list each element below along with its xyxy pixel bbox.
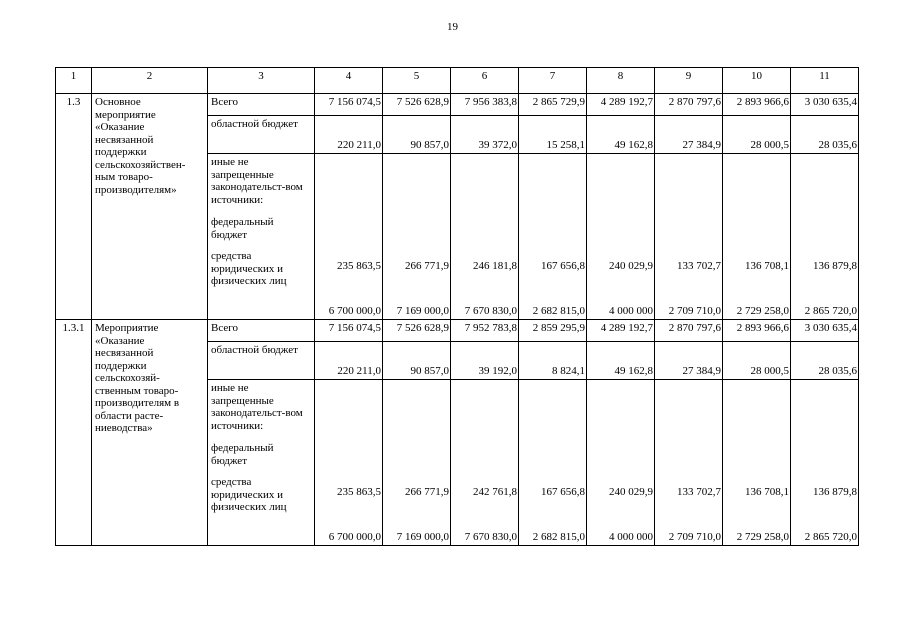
value-cell: 28 000,5	[723, 116, 791, 154]
value-cell	[519, 154, 587, 320]
value-cell: 2 893 966,6	[723, 320, 791, 342]
total-row	[56, 320, 859, 342]
header-cell: 10	[723, 68, 791, 94]
header-cell: 2	[92, 68, 208, 94]
header-row	[56, 68, 859, 94]
federal-value: 167 656,8	[541, 260, 585, 272]
value-cell: 2 870 797,6	[655, 94, 723, 116]
header-cell: 7	[519, 68, 587, 94]
legal-value: 2 865 720,0	[804, 304, 857, 317]
value-cell: 7 156 074,5	[315, 94, 383, 116]
value-cell	[451, 380, 519, 546]
value-cell: 8 824,1	[519, 342, 587, 380]
legal-value: 2 682 815,0	[532, 530, 585, 543]
value-cell: 2 859 295,9	[519, 320, 587, 342]
value-cell: 220 211,0	[315, 116, 383, 154]
value-cell	[383, 154, 451, 320]
value-cell: 27 384,9	[655, 342, 723, 380]
page-number: 19	[447, 21, 458, 33]
legal-value: 7 169 000,0	[396, 530, 449, 543]
header-cell: 9	[655, 68, 723, 94]
value-cell: 49 162,8	[587, 116, 655, 154]
federal-value: 240 029,9	[609, 486, 653, 498]
value-cell	[723, 380, 791, 546]
legal-value: 2 729 258,0	[736, 530, 789, 543]
value-cell	[587, 380, 655, 546]
legal-value: 7 670 830,0	[464, 530, 517, 543]
header-cell: 3	[208, 68, 315, 94]
legal-value: 7 670 830,0	[464, 304, 517, 317]
federal-value: 136 708,1	[745, 260, 789, 272]
value-cell	[655, 380, 723, 546]
other-sources-label: иные не запрещенные законодательст-вом источники:	[211, 382, 303, 432]
value-cell	[587, 154, 655, 320]
source-label: областной бюджет	[208, 342, 315, 380]
header-cell: 1	[56, 68, 92, 94]
header-cell: 8	[587, 68, 655, 94]
value-cell: 7 526 628,9	[383, 94, 451, 116]
header-cell: 11	[791, 68, 859, 94]
legal-value: 7 169 000,0	[396, 304, 449, 317]
federal-value: 266 771,9	[405, 486, 449, 498]
legal-entities-label: средства юридических и физических лиц	[211, 476, 287, 513]
value-cell: 3 030 635,4	[791, 94, 859, 116]
federal-value: 240 029,9	[609, 260, 653, 272]
value-cell	[519, 380, 587, 546]
value-cell: 7 952 783,8	[451, 320, 519, 342]
other-sources-labels	[208, 154, 315, 320]
value-cell: 15 258,1	[519, 116, 587, 154]
legal-value: 4 000 000	[609, 304, 653, 317]
value-cell	[315, 154, 383, 320]
activity-name: Мероприятие «Оказание несвязанной поддержки сельскохозяй-ственным товаро-производителям в области расте-ниеводства»	[92, 320, 208, 546]
federal-value: 133 702,7	[677, 486, 721, 498]
legal-value: 2 709 710,0	[668, 304, 721, 317]
federal-value: 136 708,1	[745, 486, 789, 498]
value-cell: 90 857,0	[383, 116, 451, 154]
header-cell: 4	[315, 68, 383, 94]
value-cell: 39 192,0	[451, 342, 519, 380]
federal-value: 266 771,9	[405, 260, 449, 272]
value-cell	[451, 154, 519, 320]
value-cell	[655, 154, 723, 320]
value-cell: 220 211,0	[315, 342, 383, 380]
source-label: областной бюджет	[208, 116, 315, 154]
value-cell: 2 870 797,6	[655, 320, 723, 342]
value-cell	[791, 154, 859, 320]
value-cell	[723, 154, 791, 320]
legal-value: 4 000 000	[609, 530, 653, 543]
value-cell	[315, 380, 383, 546]
value-cell: 2 893 966,6	[723, 94, 791, 116]
other-sources-label: иные не запрещенные законодательст-вом источники:	[211, 156, 303, 206]
value-cell: 2 865 729,9	[519, 94, 587, 116]
legal-value: 2 682 815,0	[532, 304, 585, 317]
federal-value: 133 702,7	[677, 260, 721, 272]
value-cell: 28 035,6	[791, 116, 859, 154]
source-label: Всего	[208, 320, 315, 342]
row-code: 1.3	[56, 94, 92, 320]
other-sources-labels	[208, 380, 315, 546]
legal-value: 6 700 000,0	[328, 304, 381, 317]
value-cell: 7 956 383,8	[451, 94, 519, 116]
federal-value: 167 656,8	[541, 486, 585, 498]
legal-value: 6 700 000,0	[328, 530, 381, 543]
federal-value: 136 879,8	[813, 486, 857, 498]
federal-budget-label: федеральный бюджет	[211, 216, 274, 241]
source-label: Всего	[208, 94, 315, 116]
budget-table	[55, 67, 859, 546]
value-cell: 28 035,6	[791, 342, 859, 380]
federal-value: 235 863,5	[337, 260, 381, 272]
row-code: 1.3.1	[56, 320, 92, 546]
value-cell: 4 289 192,7	[587, 320, 655, 342]
legal-value: 2 709 710,0	[668, 530, 721, 543]
legal-entities-label: средства юридических и физических лиц	[211, 250, 287, 287]
value-cell: 39 372,0	[451, 116, 519, 154]
activity-name: Основное мероприятие «Оказание несвязанной поддержки сельскохозяйствен-ным товаро-производителям»	[92, 94, 208, 320]
value-cell: 7 156 074,5	[315, 320, 383, 342]
federal-value: 246 181,8	[473, 260, 517, 272]
value-cell: 3 030 635,4	[791, 320, 859, 342]
value-cell: 27 384,9	[655, 116, 723, 154]
value-cell: 90 857,0	[383, 342, 451, 380]
value-cell: 7 526 628,9	[383, 320, 451, 342]
value-cell	[383, 380, 451, 546]
header-cell: 6	[451, 68, 519, 94]
total-row	[56, 94, 859, 116]
value-cell: 4 289 192,7	[587, 94, 655, 116]
value-cell: 28 000,5	[723, 342, 791, 380]
federal-value: 242 761,8	[473, 486, 517, 498]
federal-value: 235 863,5	[337, 486, 381, 498]
value-cell	[791, 380, 859, 546]
value-cell: 49 162,8	[587, 342, 655, 380]
legal-value: 2 729 258,0	[736, 304, 789, 317]
federal-value: 136 879,8	[813, 260, 857, 272]
header-cell: 5	[383, 68, 451, 94]
federal-budget-label: федеральный бюджет	[211, 442, 274, 467]
legal-value: 2 865 720,0	[804, 530, 857, 543]
